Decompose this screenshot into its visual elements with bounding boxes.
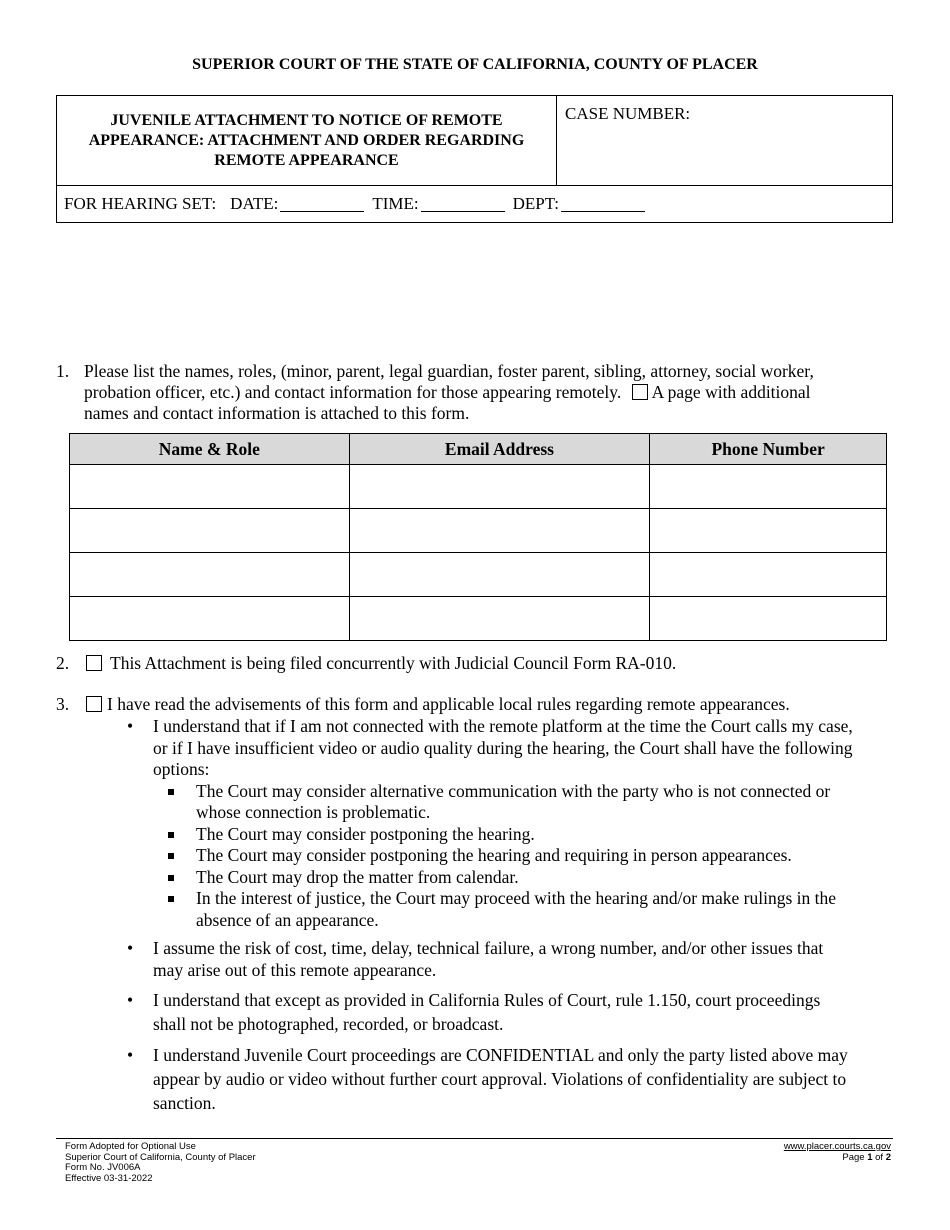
name-role-cell[interactable] xyxy=(70,465,350,509)
item2-label: This Attachment is being filed concurrently with Judicial Council Form RA-010. xyxy=(110,653,677,673)
item1-line: names and contact information is attached to this form. xyxy=(84,403,470,423)
form-title-line: APPEARANCE: ATTACHMENT AND ORDER REGARDING xyxy=(88,131,525,149)
page-prefix: Page xyxy=(842,1151,865,1163)
option-line: absence of an appearance. xyxy=(196,909,379,930)
page-current: 1 xyxy=(867,1151,873,1163)
bullet-line: or if I have insufficient video or audio quality during the hearing, the Court shall have the following xyxy=(153,737,853,758)
list-item xyxy=(122,716,912,781)
bullet-icon: • xyxy=(127,1045,134,1065)
option-line: The Court may consider postponing the hearing. xyxy=(196,823,535,844)
option-line: The Court may drop the matter from calendar. xyxy=(196,866,519,887)
list-item xyxy=(122,988,912,1036)
hearing-label: FOR HEARING SET: xyxy=(64,194,217,213)
bullet-line: shall not be photographed, recorded, or broadcast. xyxy=(153,1014,504,1034)
item3-text xyxy=(84,694,914,715)
contacts-table xyxy=(69,433,887,641)
item3-label: I have read the advisements of this form and applicable local rules regarding remote appearances. xyxy=(107,694,790,714)
option-item xyxy=(122,845,912,867)
page-total: 2 xyxy=(885,1151,891,1163)
table-header-row xyxy=(70,434,887,465)
page-indicator xyxy=(784,1153,891,1164)
table-row xyxy=(70,597,887,641)
date-input[interactable] xyxy=(280,197,364,212)
option-item xyxy=(122,781,912,824)
name-role-cell[interactable] xyxy=(70,597,350,641)
phone-cell[interactable] xyxy=(650,465,887,509)
col-name-role: Name & Role xyxy=(70,434,350,465)
time-input[interactable] xyxy=(421,197,505,212)
footer-form-info xyxy=(65,1142,256,1184)
item1-number: 1. xyxy=(56,361,70,381)
court-title: SUPERIOR COURT OF THE STATE OF CALIFORNIA, COUNTY OF PLACER xyxy=(192,56,758,73)
email-cell[interactable] xyxy=(349,553,650,597)
dept-input[interactable] xyxy=(561,197,645,212)
phone-cell[interactable] xyxy=(650,553,887,597)
item2-text xyxy=(84,653,904,674)
footer-line: Form Adopted for Optional Use xyxy=(65,1141,196,1152)
item2-number: 2. xyxy=(56,653,70,673)
option-line: whose connection is problematic. xyxy=(196,802,431,822)
dept-label: DEPT: xyxy=(512,194,560,213)
option-line: The Court may consider alternative communication with the party who is not connected or xyxy=(196,780,831,801)
name-role-cell[interactable] xyxy=(70,509,350,553)
table-row xyxy=(70,509,887,553)
footer-line: Form No. JV006A xyxy=(65,1162,141,1173)
col-email: Email Address xyxy=(349,434,650,465)
case-number-label: CASE NUMBER: xyxy=(565,104,691,123)
form-title-line: JUVENILE ATTACHMENT TO NOTICE OF REMOTE xyxy=(110,111,503,129)
option-item xyxy=(122,824,912,846)
item1-text xyxy=(84,361,904,424)
bullet-icon: • xyxy=(127,990,134,1010)
page-of: of xyxy=(875,1151,884,1163)
footer-divider xyxy=(56,1138,893,1139)
bullet-line: appear by audio or video without further court approval. Violations of confidentiality are subject to xyxy=(153,1069,847,1089)
email-cell[interactable] xyxy=(349,509,650,553)
square-bullet-icon xyxy=(168,875,174,881)
website-link[interactable]: www.placer.courts.ca.gov xyxy=(783,1141,891,1152)
square-bullet-icon xyxy=(168,896,174,902)
bullet-line: I assume the risk of cost, time, delay, technical failure, a wrong number, and/or other issues that xyxy=(153,938,824,958)
item1-line2b: A page with additional xyxy=(651,382,811,402)
bullet-line: I understand Juvenile Court proceedings are CONFIDENTIAL and only the party listed above may xyxy=(153,1045,848,1065)
footer-right xyxy=(784,1142,891,1163)
advisements-list xyxy=(122,716,912,1115)
name-role-cell[interactable] xyxy=(70,553,350,597)
list-item xyxy=(122,938,912,981)
hearing-row xyxy=(57,185,892,222)
case-number-field[interactable] xyxy=(557,96,892,185)
form-title xyxy=(57,96,557,185)
square-bullet-icon xyxy=(168,853,174,859)
table-row xyxy=(70,465,887,509)
date-label: DATE: xyxy=(230,194,279,213)
bullet-icon: • xyxy=(127,938,134,958)
time-label: TIME: xyxy=(372,194,419,213)
bullet-line: options: xyxy=(153,759,210,779)
concurrent-filing-checkbox[interactable] xyxy=(86,655,102,671)
advisements-checkbox[interactable] xyxy=(86,696,102,712)
additional-page-checkbox[interactable] xyxy=(632,384,648,400)
option-item xyxy=(122,867,912,889)
footer-line: Superior Court of California, County of Placer xyxy=(65,1151,256,1163)
list-item xyxy=(122,1043,912,1115)
col-phone: Phone Number xyxy=(650,434,887,465)
item1-line: Please list the names, roles, (minor, parent, legal guardian, foster parent, sibling, attorney, social worker, xyxy=(84,361,814,381)
bullet-line: sanction. xyxy=(153,1093,216,1113)
phone-cell[interactable] xyxy=(650,597,887,641)
email-cell[interactable] xyxy=(349,597,650,641)
bullet-line: I understand that if I am not connected with the remote platform at the time the Court calls my case, xyxy=(153,716,853,736)
option-line: In the interest of justice, the Court may proceed with the hearing and/or make rulings in the xyxy=(196,888,837,908)
option-item xyxy=(122,888,912,931)
header-box xyxy=(56,95,893,223)
phone-cell[interactable] xyxy=(650,509,887,553)
item1-line2a: probation officer, etc.) and contact information for those appearing remotely. xyxy=(84,382,622,402)
bullet-line: may arise out of this remote appearance. xyxy=(153,959,437,980)
square-bullet-icon xyxy=(168,832,174,838)
footer-line: Effective 03-31-2022 xyxy=(65,1172,153,1184)
bullet-line: I understand that except as provided in California Rules of Court, rule 1.150, court proceedings xyxy=(153,990,821,1010)
bullet-icon: • xyxy=(127,716,134,736)
table-row xyxy=(70,553,887,597)
item3-number: 3. xyxy=(56,694,70,714)
option-line: The Court may consider postponing the hearing and requiring in person appearances. xyxy=(196,845,792,865)
form-title-line: REMOTE APPEARANCE xyxy=(214,151,399,169)
email-cell[interactable] xyxy=(349,465,650,509)
square-bullet-icon xyxy=(168,789,174,795)
item1-line xyxy=(84,382,904,403)
